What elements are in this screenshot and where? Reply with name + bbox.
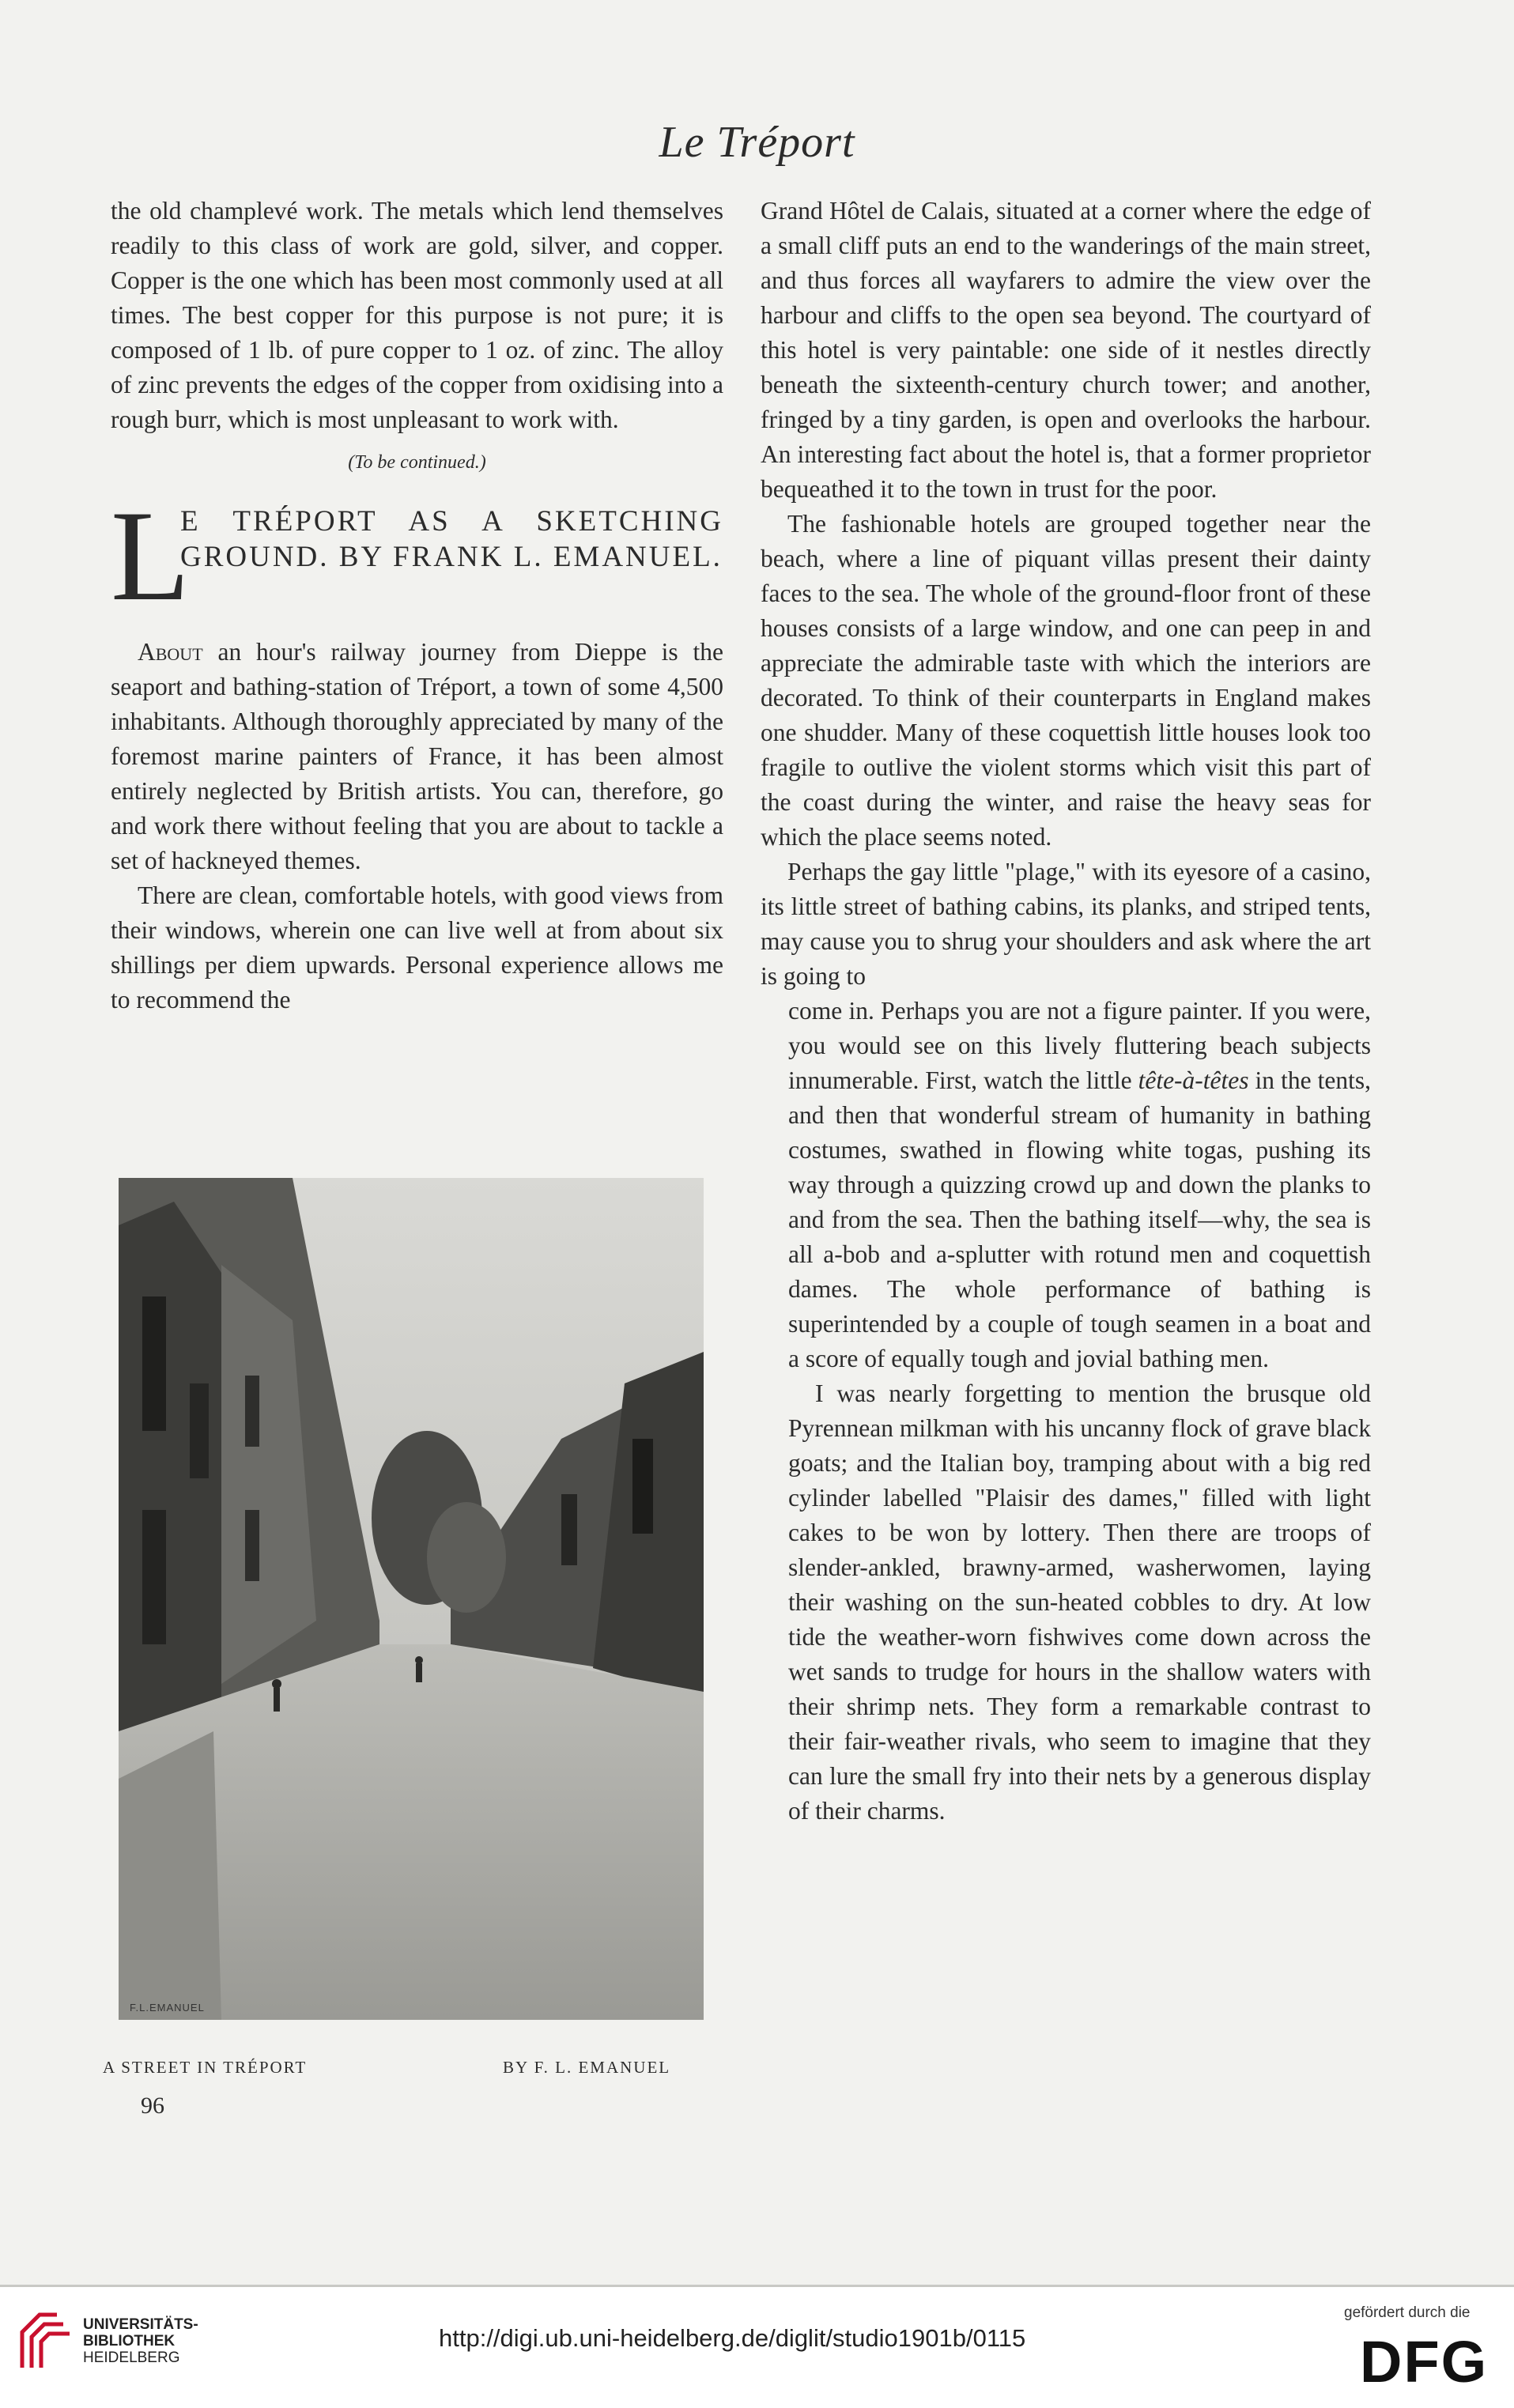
figure-caption-title: A STREET IN TRÉPORT xyxy=(103,2058,308,2077)
drop-cap: L xyxy=(111,485,191,628)
closing-paragraph: the old champlevé work. The metals which lend themselves readily to this class of work are gold, silver, and copper. Copper is the one which has been most commonly used at all times. The best copper for this purpose is not pure; it is composed of 1 lb. of pure copper to 1 oz. of zinc. The alloy of zinc prevents the edges of the copper from oxidising into a rough burr, which is most unpleasant to work with. xyxy=(111,197,723,433)
university-library-logo-icon xyxy=(16,2308,75,2372)
artist-signature: F.L.EMANUEL xyxy=(130,2002,205,2014)
paragraph-text: an hour's railway journey from Dieppe is the seaport and bathing-station of Tréport, a town of some 4,500 inhabitants. Although thoroughly appreciated by many of the foremost marine painters of France, it has been almost entirely neglected by British artists. You can, therefore, go and work there without feeling that you are about to tackle a set of hackneyed themes. xyxy=(111,638,723,874)
library-name xyxy=(83,2316,198,2366)
article-paragraph: I was nearly forgetting to mention the brusque old Pyrennean milkman with his uncanny flock of grave black goats; and the Italian boy, tramping about with a big red cylinder labelled "Plaisir des dames," filled with light cakes to be won by lottery. Then there are troops of slender-ankled, brawny-armed, washerwomen, laying their washing on the sun-heated cobbles to dry. At low tide the weather-worn fishwives come down across the wet sands to trudge for hours in the shallow waters with their shrimp nets. They form a remarkable contrast to their fair-weather rivals, who seem to imagine that they can lure the small fry into their nets by a generous display of their charms. xyxy=(788,1380,1371,1825)
source-url-link[interactable]: http://digi.ub.uni-heidelberg.de/diglit/studio1901b/0115 xyxy=(439,2324,1026,2352)
street-photo-drawing xyxy=(119,1178,704,2020)
article-paragraph: The fashionable hotels are grouped together near the beach, where a line of piquant villas present their dainty faces to the sea. The whole of the ground-floor front of these houses consists of a large window, and one can peep in and appreciate the admirable taste with which the interiors are decorated. To think of their counterparts in England makes one shudder. Many of these coquettish little houses look too fragile to outlive the violent storms which visit this part of the coast during the winter, and raise the heavy seas for which the place seems noted. xyxy=(761,510,1371,851)
running-head: Le Tréport xyxy=(659,118,855,167)
to-be-continued-note: (To be continued.) xyxy=(348,452,486,473)
paragraph-text: come in. Perhaps you are not a figure painter. If you were, you would see on this lively fluttering beach subjects innumerable. First, watch the little xyxy=(788,997,1371,1094)
right-column xyxy=(761,194,1371,1829)
figure-caption-credit: BY F. L. EMANUEL xyxy=(503,2058,671,2077)
article-paragraph xyxy=(788,994,1371,1376)
italic-term: tête-à-têtes xyxy=(1138,1066,1249,1094)
dfg-logo: DFG xyxy=(1360,2329,1489,2395)
article-title: E TRÉPORT AS A SKETCHING GROUND. BY FRANK L. EMANUEL. xyxy=(180,505,723,573)
library-name-line: HEIDELBERG xyxy=(83,2349,180,2366)
library-name-line: UNIVERSITÄTS- xyxy=(83,2316,198,2333)
street-illustration xyxy=(119,1178,704,2020)
page-number: 96 xyxy=(141,2093,164,2119)
article-paragraph: Grand Hôtel de Calais, situated at a corner where the edge of a small cliff puts an end to the wanderings of the main street, and thus forces all wayfarers to admire the view over the harbour and cliffs to the open sea beyond. The courtyard of this hotel is very paintable: one side of it nestles directly beneath the sixteenth-century church tower; and another, fringed by a tiny garden, is open and overlooks the harbour. An interesting fact about the hotel is, that a former proprietor bequeathed it to the town in trust for the poor. xyxy=(761,197,1371,503)
left-column xyxy=(111,194,723,1017)
article-heading xyxy=(111,485,723,628)
article-paragraph: Perhaps the gay little "plage," with its eyesore of a casino, its little street of bathing cabins, its planks, and striped tents, may cause you to shrug your shoulders and ask where the art is going to xyxy=(761,858,1371,990)
library-name-line: BIBLIOTHEK xyxy=(83,2333,176,2349)
lead-word: About xyxy=(138,638,203,666)
paragraph-text: in the tents, and then that wonderful stream of humanity in bathing costumes, swathed in flowing white togas, pushing its way through a quizzing crowd up and down the planks to and from the sea. Then the bathing itself—why, the sea is all a-bob and a-splutter with rotund men and coquettish dames. The whole performance of bathing is superintended by a couple of tough seamen in a boat and a score of equally tough and jovial bathing men. xyxy=(788,1066,1371,1372)
article-paragraph xyxy=(111,635,723,878)
funding-note: gefördert durch die xyxy=(1344,2304,1471,2321)
article-paragraph: There are clean, comfortable hotels, with good views from their windows, wherein one can live well at from about six shillings per diem upwards. Personal experience allows me to recommend the xyxy=(111,881,723,1013)
